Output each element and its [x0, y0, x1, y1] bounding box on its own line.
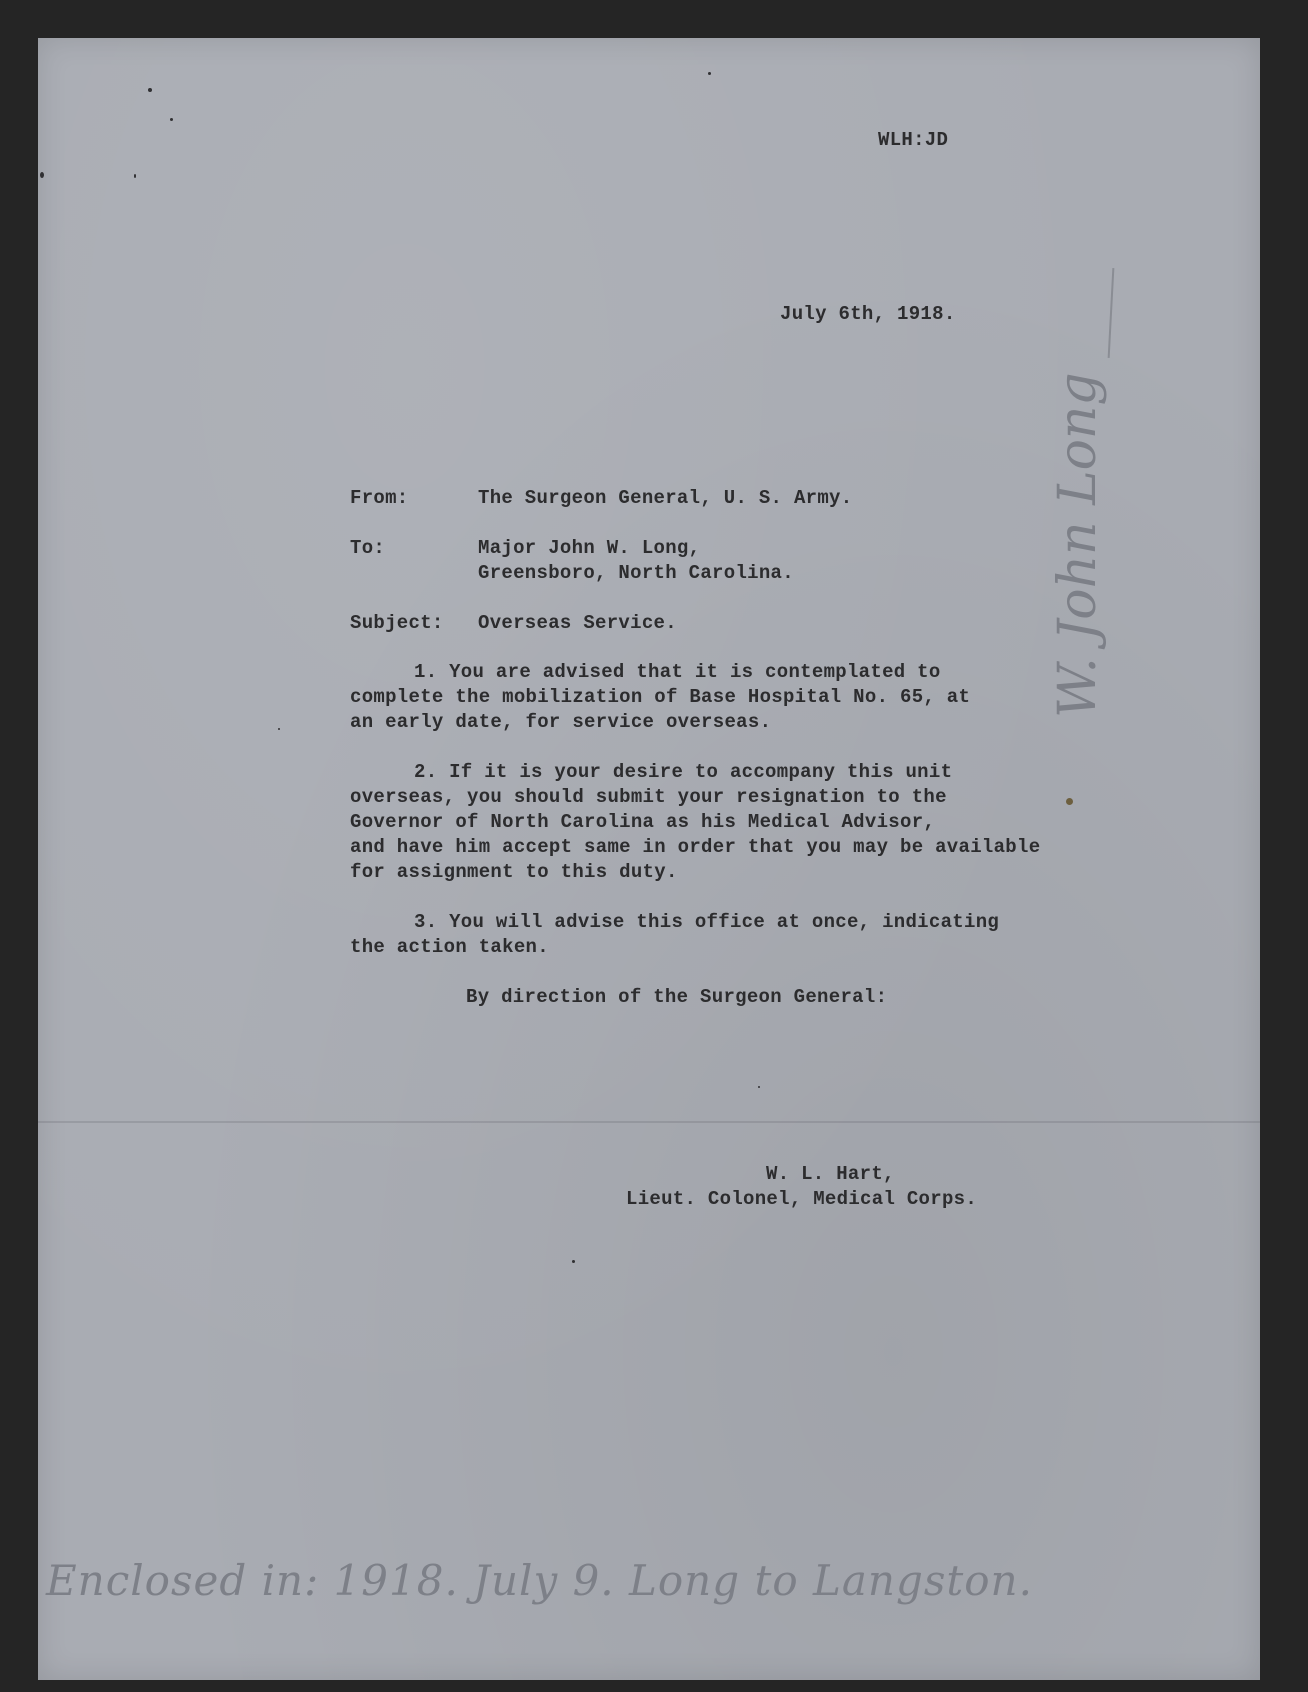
paper-speck	[40, 172, 44, 178]
paragraph-2-line-5: for assignment to this duty.	[350, 861, 678, 883]
paper-speck	[134, 174, 136, 178]
paper-speck	[278, 728, 280, 730]
letter-date: July 6th, 1918.	[780, 303, 956, 325]
signer-name: W. L. Hart,	[766, 1163, 895, 1185]
signer-title: Lieut. Colonel, Medical Corps.	[626, 1188, 978, 1210]
paragraph-2-line-2: overseas, you should submit your resignation to the	[350, 786, 947, 808]
margin-handwritten-note: W. John Long	[1048, 372, 1108, 718]
paragraph-3-line-2: the action taken.	[350, 936, 549, 958]
subject-label: Subject:	[350, 612, 444, 634]
from-value: The Surgeon General, U. S. Army.	[478, 487, 853, 509]
to-label: To:	[350, 537, 386, 559]
paper-speck	[572, 1260, 575, 1263]
paragraph-1-line-2: complete the mobilization of Base Hospital No. 65, at	[350, 686, 971, 708]
paragraph-2-line-3: Governor of North Carolina as his Medical Advisor,	[350, 811, 936, 833]
paragraph-2-line-4: and have him accept same in order that you may be available	[350, 836, 1041, 858]
paragraph-1-line-3: an early date, for service overseas.	[350, 711, 772, 733]
paragraph-1-line-1: 1. You are advised that it is contemplated to	[414, 661, 941, 683]
paper-speck	[758, 1086, 760, 1088]
paper-speck	[148, 88, 152, 92]
to-line-2: Greensboro, North Carolina.	[478, 562, 794, 584]
closing-line: By direction of the Surgeon General:	[466, 986, 888, 1008]
reference-initials: WLH:JD	[878, 129, 949, 151]
paper-speck	[708, 72, 711, 75]
paragraph-3-line-1: 3. You will advise this office at once, indicating	[414, 911, 1000, 933]
to-line-1: Major John W. Long,	[478, 537, 701, 559]
paper-speck	[1066, 798, 1073, 805]
margin-note-stroke	[1108, 268, 1115, 358]
letter-paper	[38, 38, 1260, 1680]
paper-speck	[170, 118, 173, 121]
bottom-handwritten-note: Enclosed in: 1918. July 9. Long to Langston.	[46, 1556, 1033, 1605]
subject-value: Overseas Service.	[478, 612, 677, 634]
from-label: From:	[350, 487, 409, 509]
paper-fold-line	[38, 1121, 1260, 1123]
paragraph-2-line-1: 2. If it is your desire to accompany this unit	[414, 761, 953, 783]
